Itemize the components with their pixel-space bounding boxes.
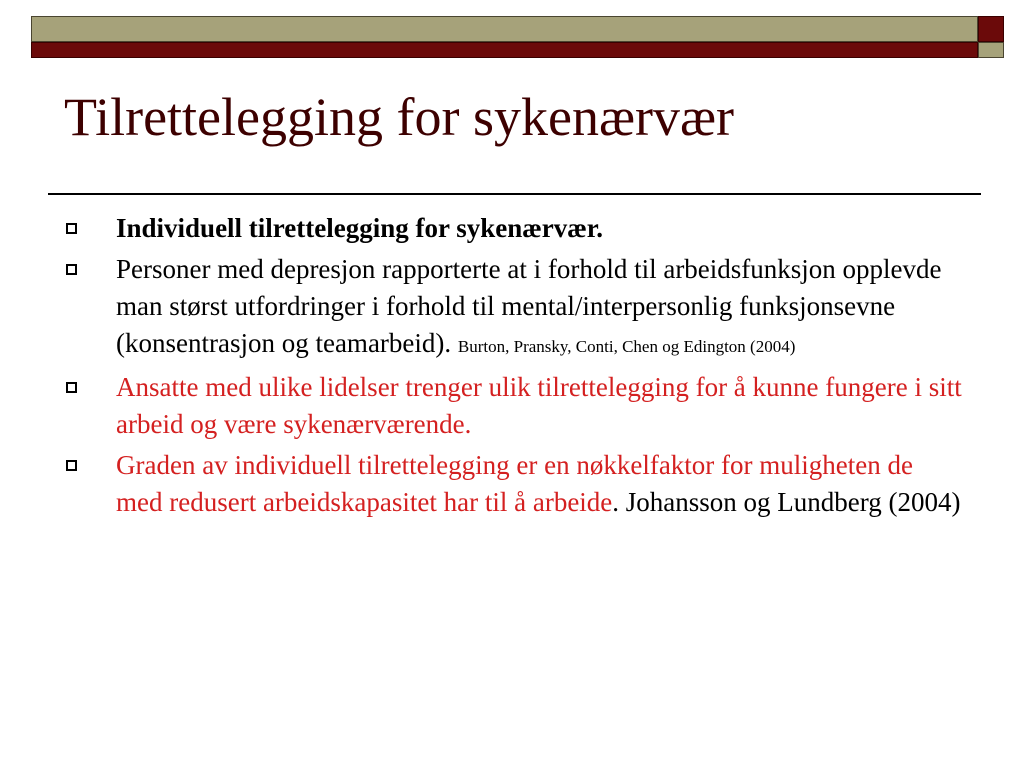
bullet-citation: Burton, Pransky, Conti, Chen og Edington (2004) bbox=[457, 337, 796, 356]
bullet-item bbox=[66, 210, 966, 247]
bullet-text: Ansatte med ulike lidelser trenger ulik tilrettelegging for å kunne fungere i sitt arbeid og være sykenærværende. bbox=[116, 372, 962, 439]
header-band-olive bbox=[31, 16, 978, 42]
slide-title: Tilrettelegging for sykenærvær bbox=[64, 87, 734, 147]
bullet-list bbox=[66, 210, 966, 525]
hollow-square-bullet-icon bbox=[66, 382, 77, 393]
bullet-item bbox=[66, 369, 966, 443]
bullet-citation: Johansson og Lundberg (2004) bbox=[625, 487, 961, 517]
header-band-maroon bbox=[31, 42, 978, 58]
hollow-square-bullet-icon bbox=[66, 223, 77, 234]
hollow-square-bullet-icon bbox=[66, 264, 77, 275]
bullet-text: Individuell tilrettelegging for sykenærvær. bbox=[116, 213, 604, 243]
hollow-square-bullet-icon bbox=[66, 460, 77, 471]
bullet-text: Graden av individuell tilrettelegging er en nøkkelfaktor for muligheten de med redusert arbeidskapasitet har til å arbeide bbox=[116, 450, 913, 517]
bullet-item bbox=[66, 447, 966, 521]
header-corner-maroon bbox=[978, 16, 1004, 42]
title-divider bbox=[48, 193, 981, 195]
header-corner-olive bbox=[978, 42, 1004, 58]
bullet-trailing-punctuation: . bbox=[612, 487, 620, 517]
bullet-item bbox=[66, 251, 966, 365]
bullet-text: Personer med depresjon rapporterte at i forhold til arbeidsfunksjon opplevde man størst utfordringer i forhold til mental/interpersonlig funksjonsevne (konsentrasjon og teamarbeid). bbox=[116, 254, 942, 358]
